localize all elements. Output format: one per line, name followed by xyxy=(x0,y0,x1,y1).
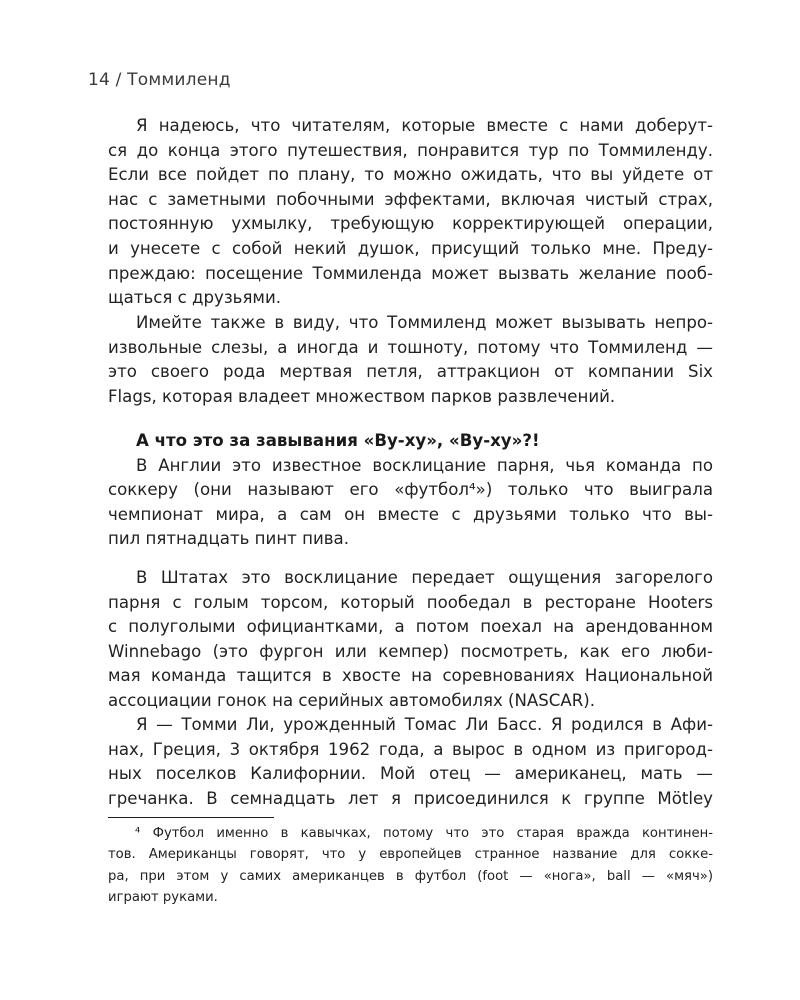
text-line: В Англии это известное восклицание парня, чья команда по xyxy=(136,455,713,475)
text-line: преждаю: посещение Томмиленда может вызвать желание пооб- xyxy=(108,263,713,283)
text-line: извольные слезы, а иногда и тошноту, потому что Томмиленд — xyxy=(108,337,713,357)
text-line: и унесете с собой некий душок, присущий только мне. Преду- xyxy=(108,238,713,258)
text-line: ассоциации гонок на серийных автомобилях (NASCAR). xyxy=(108,690,596,710)
text-line: с полуголыми официантками, а потом поехал на арендованном xyxy=(108,617,713,637)
text-line: нас с заметными побочными эффектами, включая чистый страх, xyxy=(108,189,713,209)
paragraph-4 xyxy=(108,566,713,714)
text-line: ся до конца этого путешествия, понравится тур по Томмиленду. xyxy=(108,140,713,160)
text-line: Имейте также в виду, что Томмиленд может вызывать непро- xyxy=(136,313,713,332)
text-line: Я надеюсь, что читателям, которые вместе с нами доберут- xyxy=(136,116,713,135)
section-wooho xyxy=(108,429,713,552)
text-line: В Штатах это восклицание передает ощущения загорелого xyxy=(136,568,713,587)
text-line: Winnebago (это фургон или кемпер) посмотреть, как его люби- xyxy=(108,641,713,661)
footnote-line: тов. Американцы говорят, что у европейцев странное название для соккe- xyxy=(108,847,713,863)
footnote xyxy=(108,823,713,908)
text-line: ных поселков Калифорнии. Мой отец — американец, мать — xyxy=(108,764,713,784)
footnote-line: играют руками. xyxy=(108,889,218,905)
text-line: парня с голым торсом, который пообедал в ресторане Hooters xyxy=(108,592,713,612)
paragraph-2 xyxy=(108,311,713,409)
text-line: щаться с друзьями. xyxy=(108,288,282,308)
text-line: Если все пойдет по плану, то можно ожидать, что вы уйдете от xyxy=(108,165,713,185)
text-line: мая команда тащится в хвосте на соревнованиях Национальной xyxy=(108,666,713,686)
text-line: это своего рода мертвая петля, аттракцион от компании Six xyxy=(108,362,713,382)
section-heading: А что это за завывания «Ву-ху», «Ву-ху»?! xyxy=(136,431,540,450)
footnote-divider xyxy=(108,817,274,818)
text-line: гречанка. В семнадцать лет я присоединился к группе Mötley xyxy=(108,788,713,808)
footnote-line: ⁴ Футбол именно в кавычках, потому что это старая вражда континен- xyxy=(135,826,713,841)
text-line: чемпионат мира, а сам он вместе с друзьями только что вы- xyxy=(108,504,713,524)
paragraph-5 xyxy=(108,713,713,811)
text-line: Я — Томми Ли, урожденный Томас Ли Басс. Я родился в Афи- xyxy=(136,715,713,734)
paragraph-1 xyxy=(108,114,713,311)
text-line: пил пятнадцать пинт пива. xyxy=(108,529,349,549)
text-line: нах, Греция, 3 октября 1962 года, а вырос в одном из пригород- xyxy=(108,739,713,759)
footnote-line: ра, при этом у самих американцев в футбол (foot — «нога», ball — «мяч») xyxy=(108,868,713,884)
running-head: 14 / Томмиленд xyxy=(88,70,231,90)
text-line: соккеру (они называют его «футбол⁴») только что выиграла xyxy=(108,480,713,500)
text-line: постоянную ухмылку, требующую корректирующей операции, xyxy=(108,214,713,234)
text-line: Flags, которая владеет множеством парков развлечений. xyxy=(108,386,616,406)
